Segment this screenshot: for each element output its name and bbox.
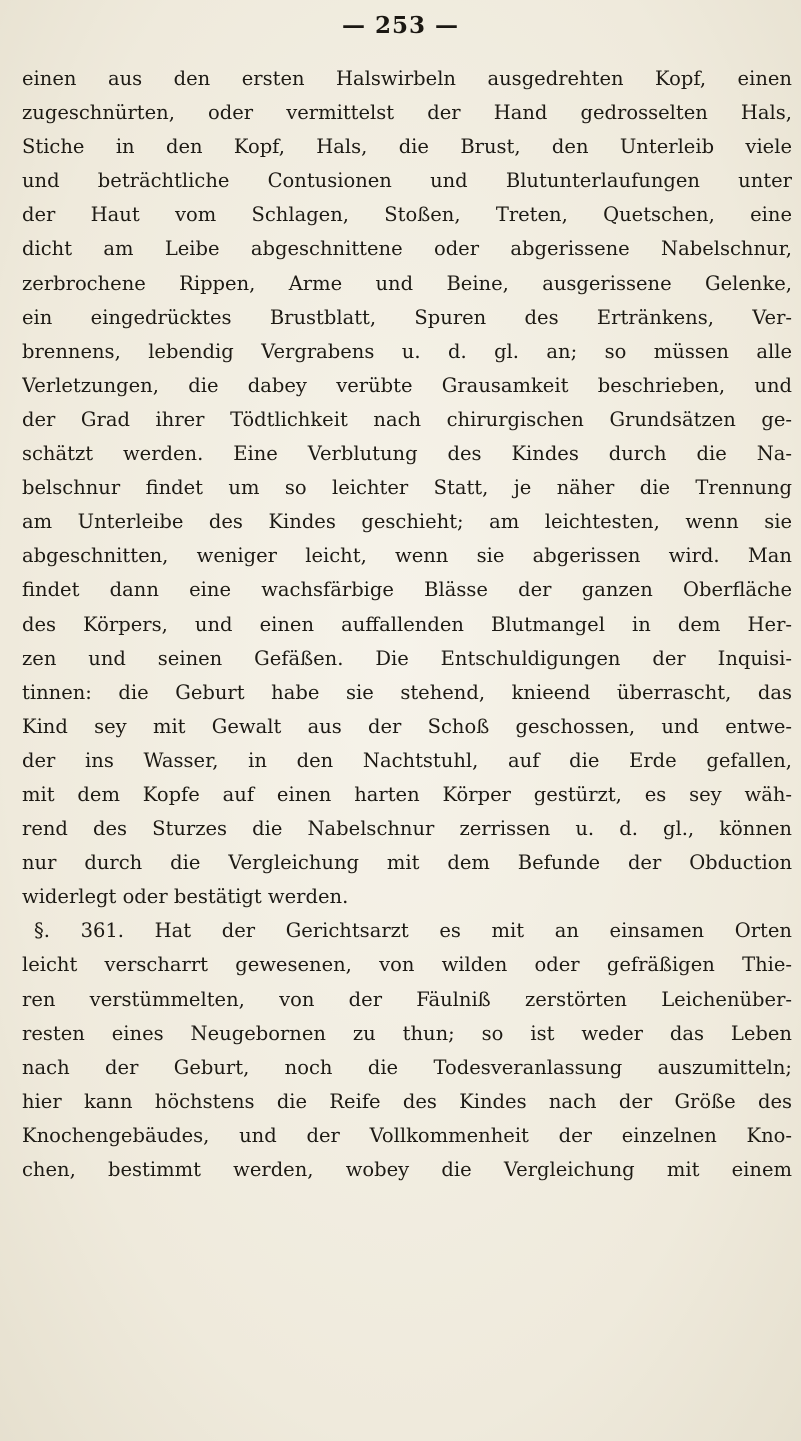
text-line: nach der Geburt, noch die Todesveranlassung auszumitteln; (22, 1055, 792, 1079)
text-line: resten eines Neugebornen zu thun; so ist weder das Leben (22, 1021, 792, 1045)
page-number: — 253 — (341, 12, 460, 39)
text-line: §. 361. Hat der Gerichtsarzt es mit an einsamen Orten (34, 919, 792, 943)
text-line: findet dann eine wachsfärbige Blässe der ganzen Oberfläche (22, 578, 792, 602)
text-line: widerlegt oder bestätigt werden. (22, 885, 349, 909)
text-line: ren verstümmelten, von der Fäulniß zerstörten Leichenüber- (22, 987, 792, 1011)
text-line: hier kann höchstens die Reife des Kindes nach der Größe des (22, 1089, 792, 1113)
text-line: am Unterleibe des Kindes geschieht; am leichtesten, wenn sie (22, 510, 792, 534)
text-line: der Grad ihrer Tödtlichkeit nach chirurgischen Grundsätzen ge- (22, 407, 792, 431)
text-line: und beträchtliche Contusionen und Blutunterlaufungen unter (22, 169, 792, 193)
text-line: zerbrochene Rippen, Arme und Beine, ausgerissene Gelenke, (22, 271, 792, 295)
text-line: Stiche in den Kopf, Hals, die Brust, den Unterleib viele (22, 135, 792, 159)
text-line: brennens, lebendig Vergrabens u. d. gl. an; so müssen alle (22, 339, 792, 363)
text-line: leicht verscharrt gewesenen, von wilden oder gefräßigen Thie- (22, 953, 792, 977)
text-line: Kind sey mit Gewalt aus der Schoß geschossen, und entwe- (22, 714, 792, 738)
text-line: des Körpers, und einen auffallenden Blutmangel in dem Her- (22, 612, 792, 636)
text-line: chen, bestimmt werden, wobey die Vergleichung mit einem (22, 1158, 792, 1181)
text-line: einen aus den ersten Halswirbeln ausgedrehten Kopf, einen (22, 67, 792, 90)
text-line: abgeschnitten, weniger leicht, wenn sie abgerissen wird. Man (22, 544, 792, 568)
text-line: rend des Sturzes die Nabelschnur zerrissen u. d. gl., können (22, 817, 792, 841)
text-line: schätzt werden. Eine Verblutung des Kindes durch die Na- (22, 442, 792, 466)
text-line: Knochengebäudes, und der Vollkommenheit der einzelnen Kno- (22, 1123, 792, 1147)
text-line: dicht am Leibe abgeschnittene oder abgerissene Nabelschnur, (22, 237, 792, 261)
text-line: zugeschnürten, oder vermittelst der Hand gedrosselten Hals, (22, 101, 792, 125)
text-line: belschnur findet um so leichter Statt, je näher die Trennung (22, 476, 792, 500)
text-line: tinnen: die Geburt habe sie stehend, knieend überrascht, das (22, 680, 792, 704)
body-text (22, 62, 792, 1187)
text-line: der ins Wasser, in den Nachtstuhl, auf die Erde gefallen, (22, 748, 792, 772)
text-line: mit dem Kopfe auf einen harten Körper gestürzt, es sey wäh- (22, 782, 792, 806)
text-line: nur durch die Vergleichung mit dem Befunde der Obduction (22, 851, 792, 875)
text-line: ein eingedrücktes Brustblatt, Spuren des Ertränkens, Ver- (22, 305, 792, 329)
text-line: Verletzungen, die dabey verübte Grausamkeit beschrieben, und (22, 373, 792, 397)
text-line: zen und seinen Gefäßen. Die Entschuldigungen der Inquisi- (22, 646, 792, 670)
text-line: der Haut vom Schlagen, Stoßen, Treten, Quetschen, eine (22, 203, 792, 227)
